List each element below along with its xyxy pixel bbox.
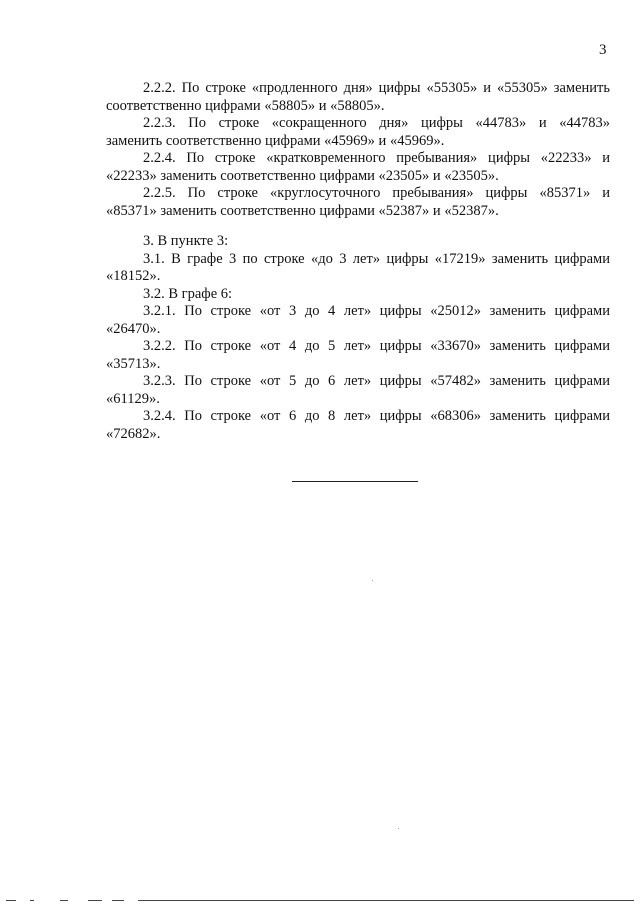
section-3 (106, 233, 610, 443)
paragraph-2-2-4-line-1: 2.2.4. По строке «кратковременного пребывания» цифры «22233» и (143, 150, 610, 166)
paragraph-3-2-4-line-1: 3.2.4. По строке «от 6 до 8 лет» цифры «68306» заменить цифрами (143, 408, 610, 424)
scan-edge-mark (60, 900, 68, 901)
paragraph-3-2-1-line-2: «26470». (106, 320, 161, 337)
paragraph-3-1-line-1: 3.1. В графе 3 по строке «до 3 лет» цифры «17219» заменить цифрами (143, 250, 610, 267)
section-2-2 (106, 80, 610, 220)
scan-edge-mark (112, 900, 124, 901)
paragraph-2-2-4-line-2: «22233» заменить соответственно цифрами «23505» и «23505». (106, 167, 499, 184)
paragraph-3-2-2-line-2: «35713». (106, 355, 161, 372)
paragraph-2-2-3-line-1: 2.2.3. По строке «сокращенного дня» цифры «44783» и «44783» (143, 115, 610, 131)
paragraph-3-2-3-line-1: 3.2.3. По строке «от 5 до 6 лет» цифры «57482» заменить цифрами (143, 373, 610, 389)
paragraph-2-2-2-line-1: 2.2.2. По строке «продленного дня» цифры «55305» и «55305» заменить (143, 80, 610, 96)
scan-speck (398, 828, 399, 829)
scan-edge-mark (138, 900, 634, 901)
paragraph-3-2-3-line-2: «61129». (106, 390, 160, 407)
scan-speck (372, 580, 373, 581)
scan-edge-mark (30, 900, 34, 901)
section-3-heading: 3. В пункте 3: (143, 233, 229, 249)
paragraph-3-2-2-line-1: 3.2.2. По строке «от 4 до 5 лет» цифры «33670» заменить цифрами (143, 338, 610, 354)
paragraph-2-2-2-line-2: соответственно цифрами «58805» и «58805». (106, 97, 385, 114)
paragraph-3-2-1-line-1: 3.2.1. По строке «от 3 до 4 лет» цифры «25012» заменить цифрами (143, 303, 610, 319)
paragraph-2-2-5-line-1: 2.2.5. По строке «круглосуточного пребывания» цифры «85371» и (143, 185, 610, 201)
paragraph-2-2-3-line-2: заменить соответственно цифрами «45969» и «45969». (106, 132, 445, 149)
paragraph-3-2-4-line-2: «72682». (106, 425, 161, 442)
page-number: 3 (599, 42, 607, 58)
paragraph-2-2-5-line-2: «85371» заменить соответственно цифрами «52387» и «52387». (106, 202, 499, 219)
scan-edge-mark (88, 900, 102, 901)
paragraph-3-2-line-1: 3.2. В графе 6: (143, 285, 233, 302)
end-separator-line (292, 481, 418, 482)
scan-edge-mark (6, 900, 16, 901)
paragraph-3-1-line-2: «18152». (106, 268, 161, 284)
